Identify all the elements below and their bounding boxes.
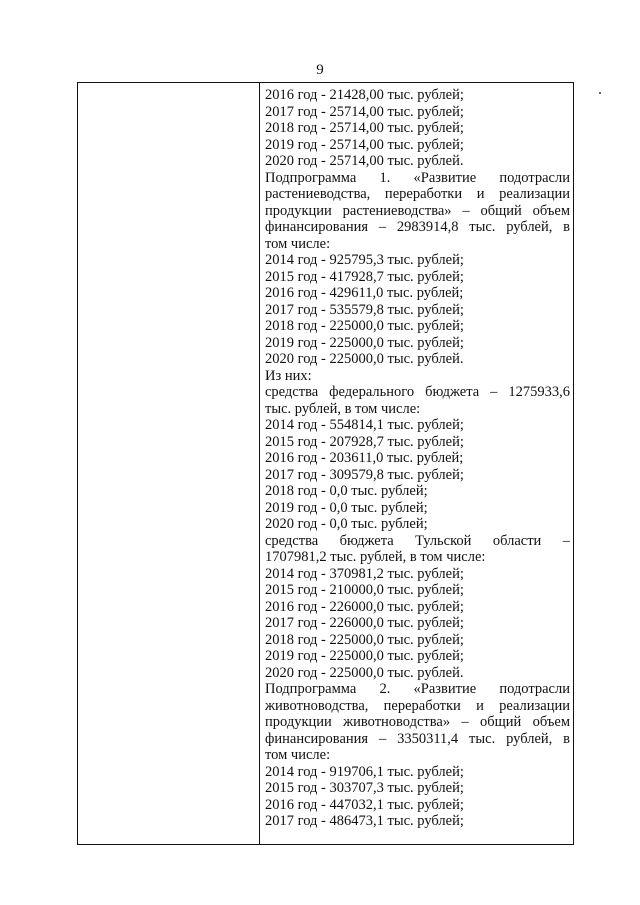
text-line: 2018 год - 225000,0 тыс. рублей; <box>265 318 464 334</box>
text-line: финансирования – 3350311,4 тыс. рублей, в <box>265 730 570 747</box>
text-line: 2014 год - 925795,3 тыс. рублей; <box>265 252 464 268</box>
scan-speck <box>599 92 601 94</box>
text-line: 2016 год - 21428,00 тыс. рублей; <box>265 87 464 103</box>
text-line: 2015 год - 210000,0 тыс. рублей; <box>265 582 464 598</box>
text-line: 2016 год - 429611,0 тыс. рублей; <box>265 285 464 301</box>
text-line: 2020 год - 0,0 тыс. рублей; <box>265 516 428 532</box>
text-line: Подпрограмма 2. «Развитие подотрасли <box>265 681 570 697</box>
page-number: 9 <box>316 62 324 78</box>
text-line: 2017 год - 309579,8 тыс. рублей; <box>265 466 464 483</box>
table-cell-right <box>265 87 570 830</box>
column-divider <box>259 83 260 844</box>
text-line: 2016 год - 447032,1 тыс. рублей; <box>265 796 464 813</box>
text-line: 2014 год - 919706,1 тыс. рублей; <box>265 763 464 780</box>
text-line: 1707981,2 тыс. рублей, в том числе: <box>265 549 486 565</box>
text-line: 2018 год - 25714,00 тыс. рублей; <box>265 120 464 136</box>
text-line: 2020 год - 25714,00 тыс. рублей. <box>265 153 464 169</box>
text-line: 2016 год - 203611,0 тыс. рублей; <box>265 450 464 466</box>
text-line: 2019 год - 225000,0 тыс. рублей; <box>265 648 464 664</box>
text-line: 2017 год - 226000,0 тыс. рублей; <box>265 615 464 631</box>
text-line: 2015 год - 207928,7 тыс. рублей; <box>265 433 464 450</box>
text-line: 2017 год - 25714,00 тыс. рублей; <box>265 103 464 120</box>
text-line: 2019 год - 225000,0 тыс. рублей; <box>265 334 464 351</box>
text-line: том числе: <box>265 747 331 763</box>
text-line: средства федерального бюджета – 1275933,6 <box>265 384 570 400</box>
text-line: продукции растениеводства» – общий объем <box>265 202 570 219</box>
text-line: 2017 год - 486473,1 тыс. рублей; <box>265 813 464 829</box>
text-line: Из них: <box>265 367 312 384</box>
text-line: продукции животноводства» – общий объем <box>265 714 570 730</box>
text-line: Подпрограмма 1. «Развитие подотрасли <box>265 169 570 186</box>
text-line: тыс. рублей, в том числе: <box>265 400 421 417</box>
text-line: 2014 год - 370981,2 тыс. рублей; <box>265 565 464 582</box>
document-table <box>77 82 574 845</box>
text-line: растениеводства, переработки и реализации <box>265 186 570 202</box>
text-line: 2018 год - 0,0 тыс. рублей; <box>265 483 428 499</box>
text-line: том числе: <box>265 235 331 252</box>
text-line: 2020 год - 225000,0 тыс. рублей. <box>265 664 464 681</box>
text-line: 2017 год - 535579,8 тыс. рублей; <box>265 301 464 318</box>
text-line: 2014 год - 554814,1 тыс. рублей; <box>265 417 464 433</box>
text-line: 2020 год - 225000,0 тыс. рублей. <box>265 351 464 367</box>
text-line: животноводства, переработки и реализации <box>265 697 570 714</box>
text-line: финансирования – 2983914,8 тыс. рублей, в <box>265 219 570 235</box>
text-line: 2018 год - 225000,0 тыс. рублей; <box>265 631 464 648</box>
text-line: 2016 год - 226000,0 тыс. рублей; <box>265 598 464 615</box>
text-line: 2019 год - 25714,00 тыс. рублей; <box>265 136 464 153</box>
text-line: 2019 год - 0,0 тыс. рублей; <box>265 499 428 516</box>
text-line: 2015 год - 303707,3 тыс. рублей; <box>265 780 464 796</box>
text-line: средства бюджета Тульской области – <box>265 532 570 549</box>
text-line: 2015 год - 417928,7 тыс. рублей; <box>265 268 464 285</box>
